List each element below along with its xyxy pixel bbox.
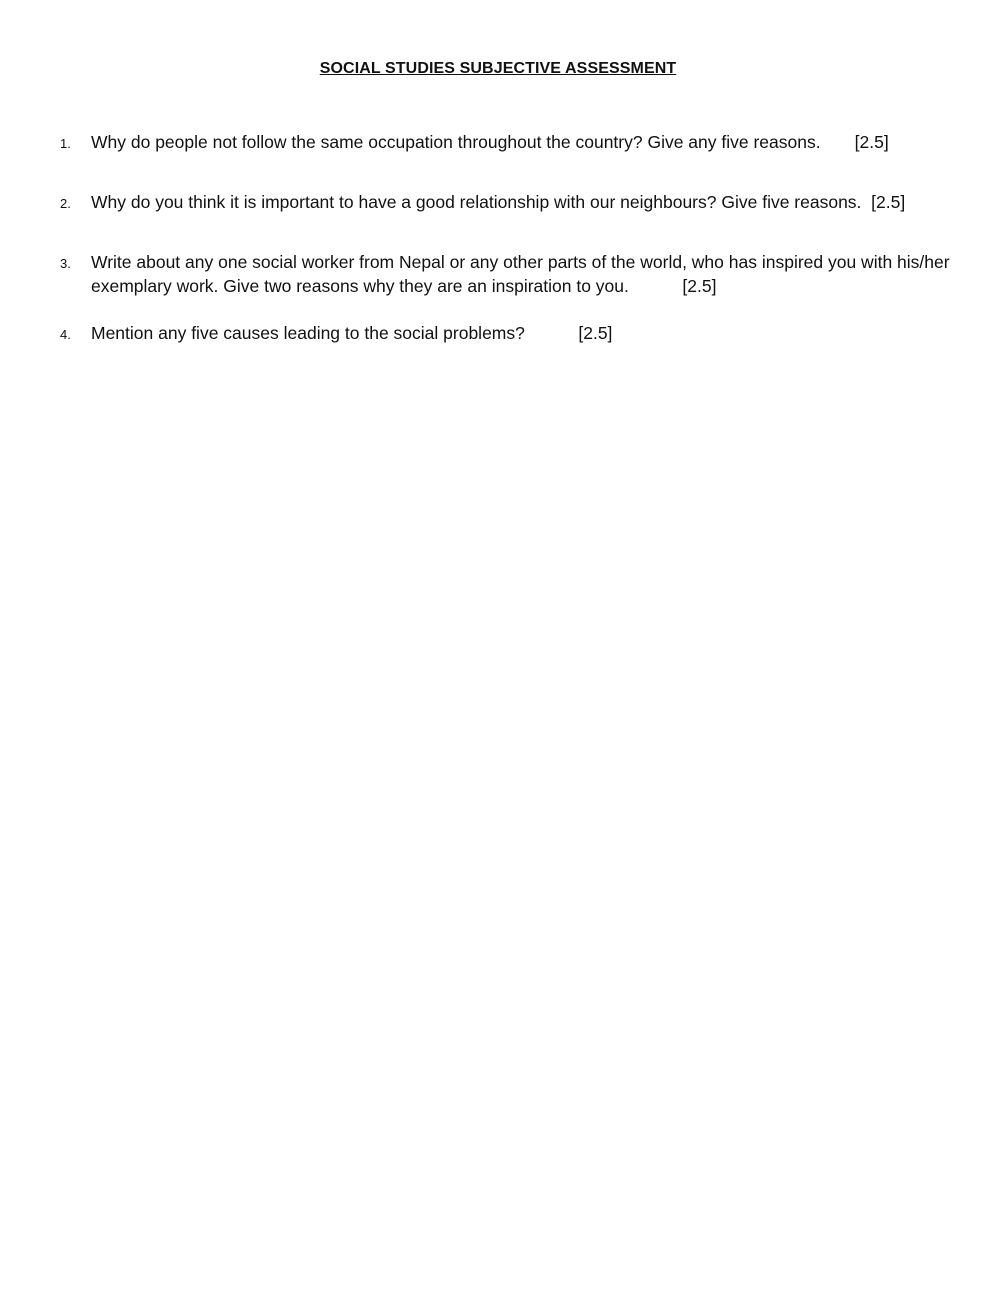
question-marks: [2.5] — [682, 276, 717, 296]
question-body — [91, 250, 961, 298]
question-number: 4. — [60, 327, 71, 342]
page-title: SOCIAL STUDIES SUBJECTIVE ASSESSMENT — [319, 60, 677, 77]
question-text: Why do you think it is important to have a good relationship with our neighbours? Give five reasons. — [91, 192, 862, 212]
question-number: 2. — [60, 196, 71, 211]
question-body — [91, 321, 961, 345]
question-text: Mention any five causes leading to the social problems? — [91, 323, 525, 343]
question-number: 3. — [60, 256, 71, 271]
question-text: Write about any one social worker from Nepal or any other parts of the world, who has inspired you with his/her exemplary work. Give two reasons why they are an inspiration to you. — [91, 252, 950, 296]
question-body — [91, 130, 961, 154]
question-marks: [2.5] — [578, 323, 613, 343]
question-marks: [2.5] — [854, 132, 889, 152]
question-body — [91, 190, 961, 214]
question-marks: [2.5] — [871, 192, 906, 212]
question-text: Why do people not follow the same occupation throughout the country? Give any five reasons. — [91, 132, 821, 152]
question-number: 1. — [60, 136, 71, 151]
